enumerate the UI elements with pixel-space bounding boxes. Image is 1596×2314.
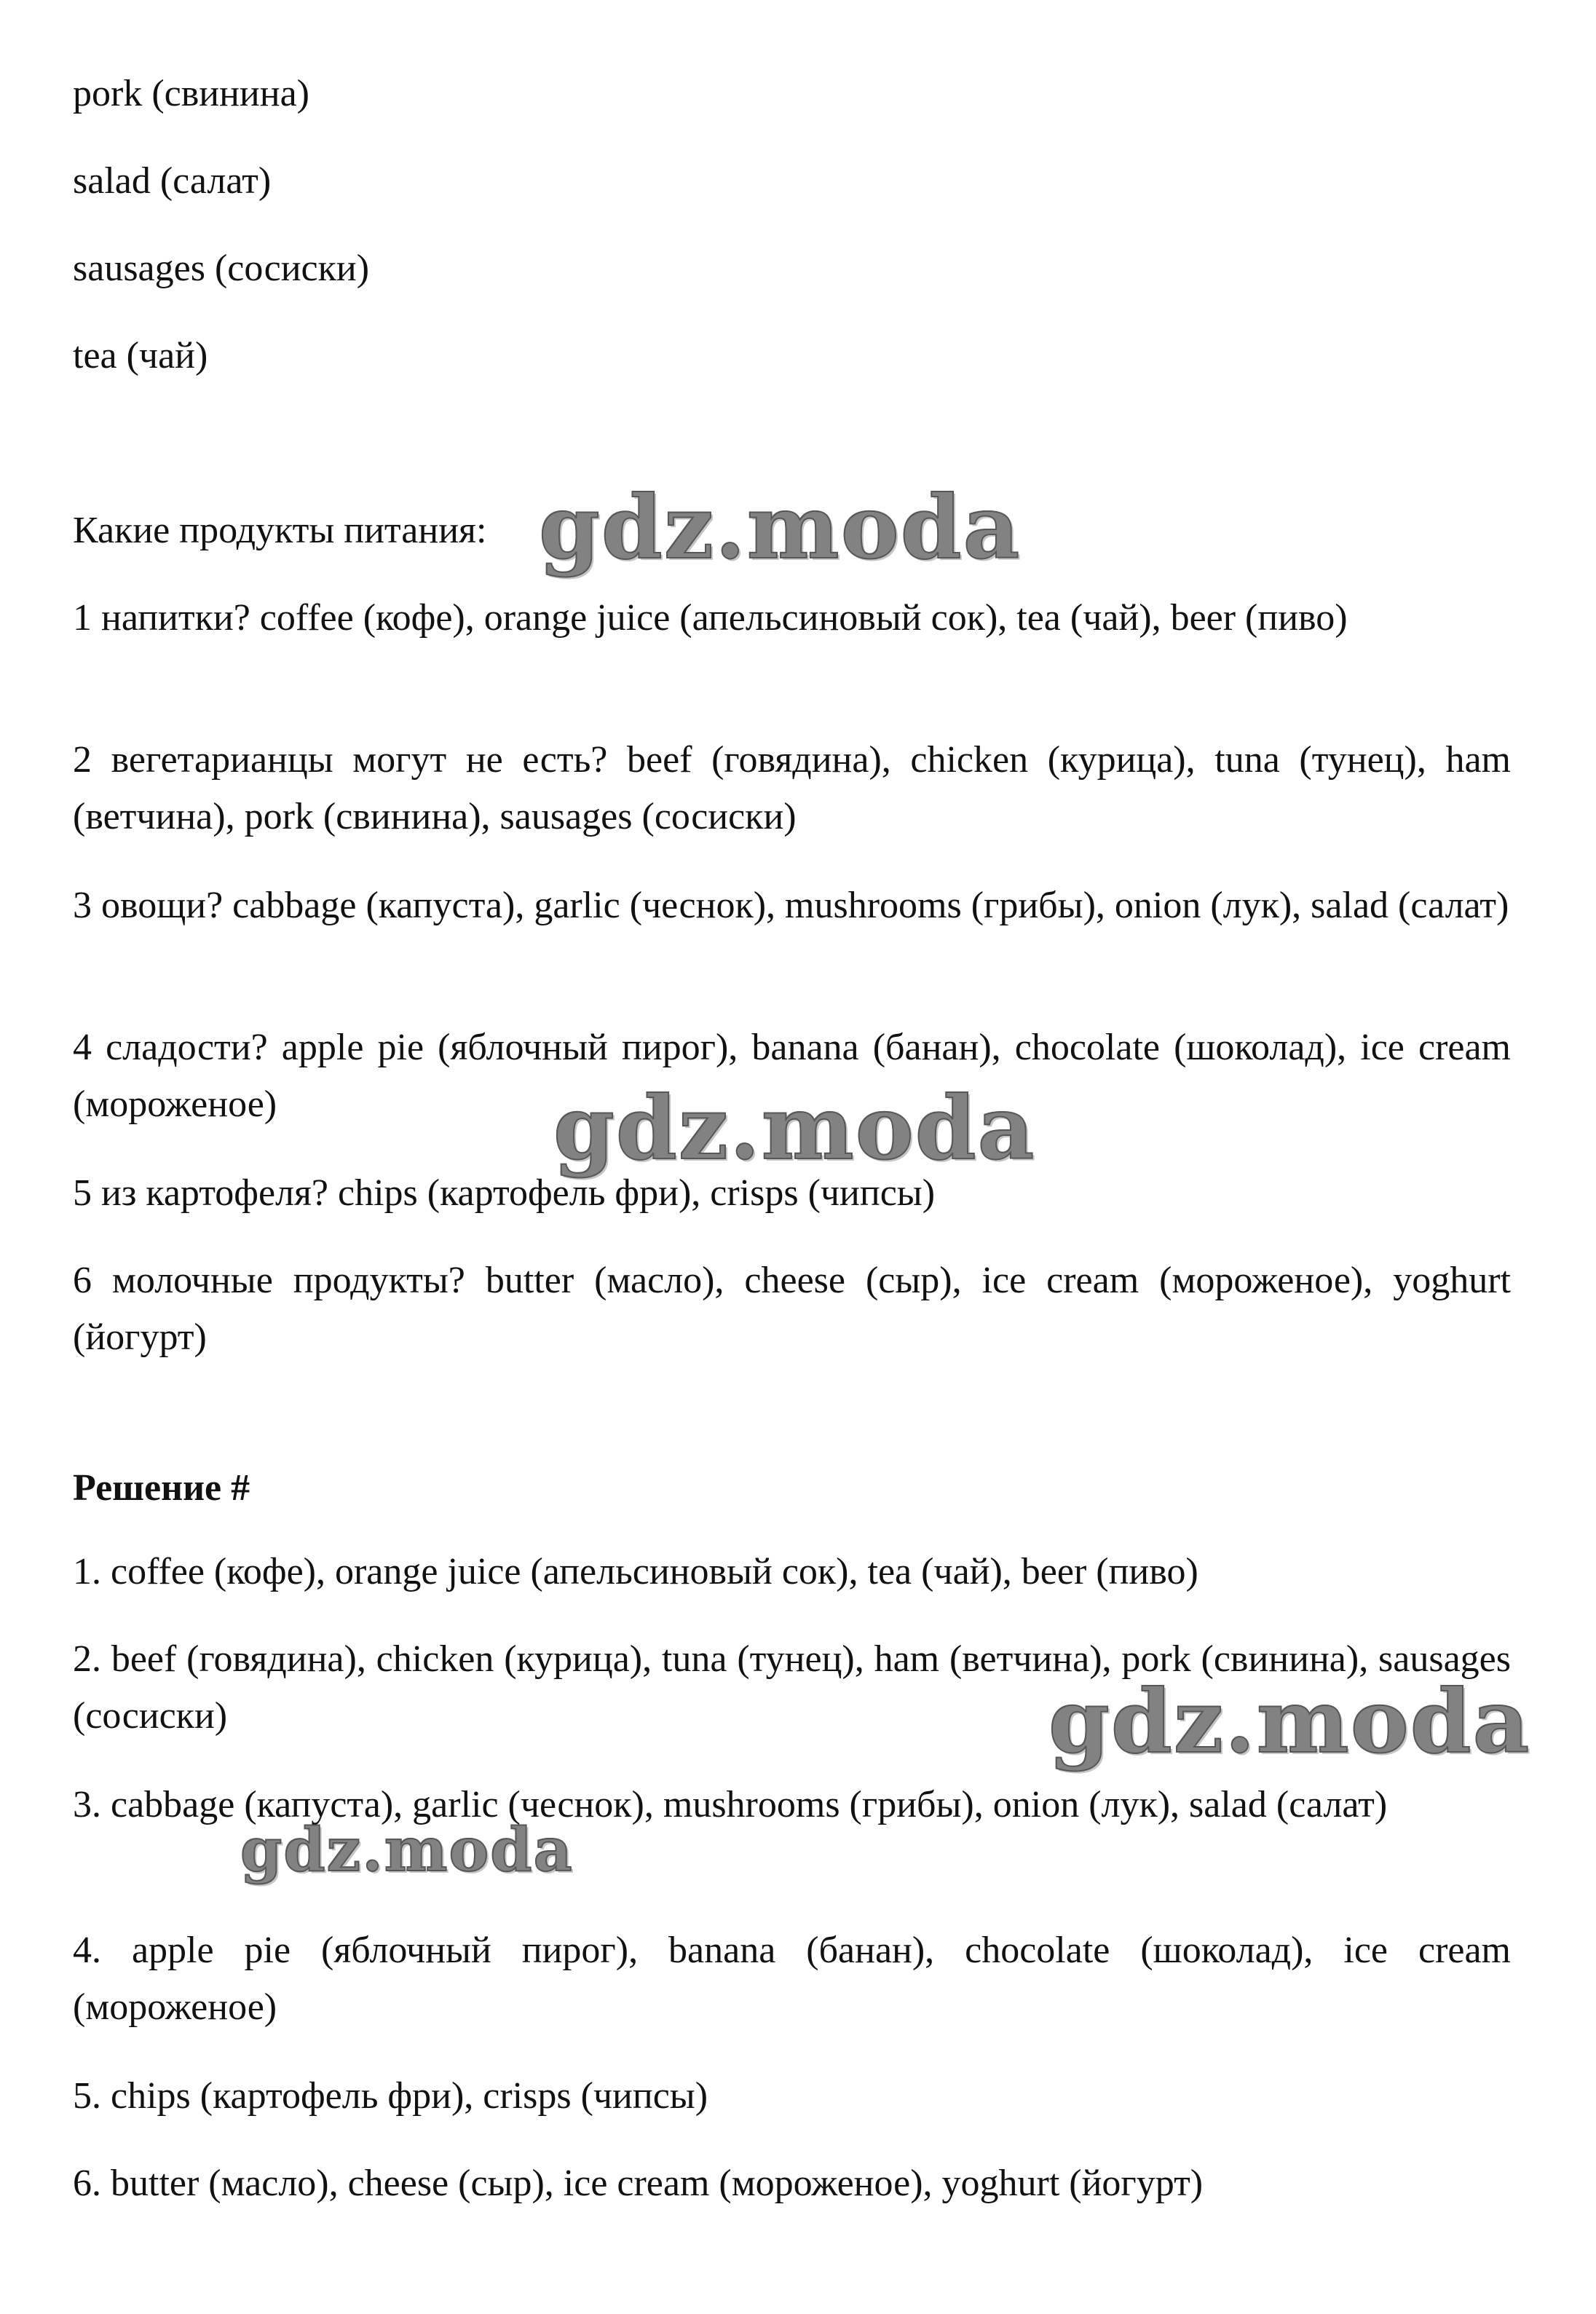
watermark-logo: gdz.moda: [240, 1815, 574, 1885]
question-5: 5 из картофеля? chips (картофель фри), crisps (чипсы): [73, 1172, 936, 1214]
list-item: pork (свинина): [73, 73, 309, 114]
answer-6: 6. butter (масло), cheese (сыр), ice cream (мороженое), yoghurt (йогурт): [73, 2163, 1204, 2204]
question-2: 2 вегетарианцы могут не есть? beef (говядина), chicken (курица), tuna (тунец), ham (ветчина), pork (свинина), sausages (сосиски): [73, 739, 1511, 837]
question-1: 1 напитки? coffee (кофе), orange juice (апельсиновый сок), tea (чай), beer (пиво): [73, 597, 1348, 639]
question-6: 6 молочные продукты? butter (масло), cheese (сыр), ice cream (мороженое), yoghurt (йогурт): [73, 1260, 1511, 1358]
list-item: tea (чай): [73, 335, 208, 376]
answer-3: 3. cabbage (капуста), garlic (чеснок), mushrooms (грибы), onion (лук), salad (салат): [73, 1784, 1388, 1825]
watermark-logo: gdz.moda: [539, 476, 1022, 579]
list-item: salad (салат): [73, 160, 272, 202]
answer-5: 5. chips (картофель фри), crisps (чипсы): [73, 2075, 708, 2117]
answer-2: 2. beef (говядина), chicken (курица), tuna (тунец), ham (ветчина), pork (свинина), sausages (сосиски): [73, 1638, 1511, 1737]
answer-4: 4. apple pie (яблочный пирог), banana (банан), chocolate (шоколад), ice cream (мороженое): [73, 1930, 1511, 2028]
question-4: 4 сладости? apple pie (яблочный пирог), banana (банан), chocolate (шоколад), ice cream (мороженое): [73, 1027, 1511, 1125]
watermark-logo: gdz.moda: [553, 1077, 1036, 1180]
watermark-logo: gdz.moda: [1048, 1670, 1531, 1773]
answer-1: 1. coffee (кофе), orange juice (апельсиновый сок), tea (чай), beer (пиво): [73, 1551, 1198, 1592]
solution-heading: Решение #: [73, 1467, 250, 1509]
list-item: sausages (сосиски): [73, 248, 370, 289]
question-heading: Какие продукты питания:: [73, 510, 487, 551]
question-3: 3 овощи? cabbage (капуста), garlic (чеснок), mushrooms (грибы), onion (лук), salad (салат): [73, 885, 1509, 926]
